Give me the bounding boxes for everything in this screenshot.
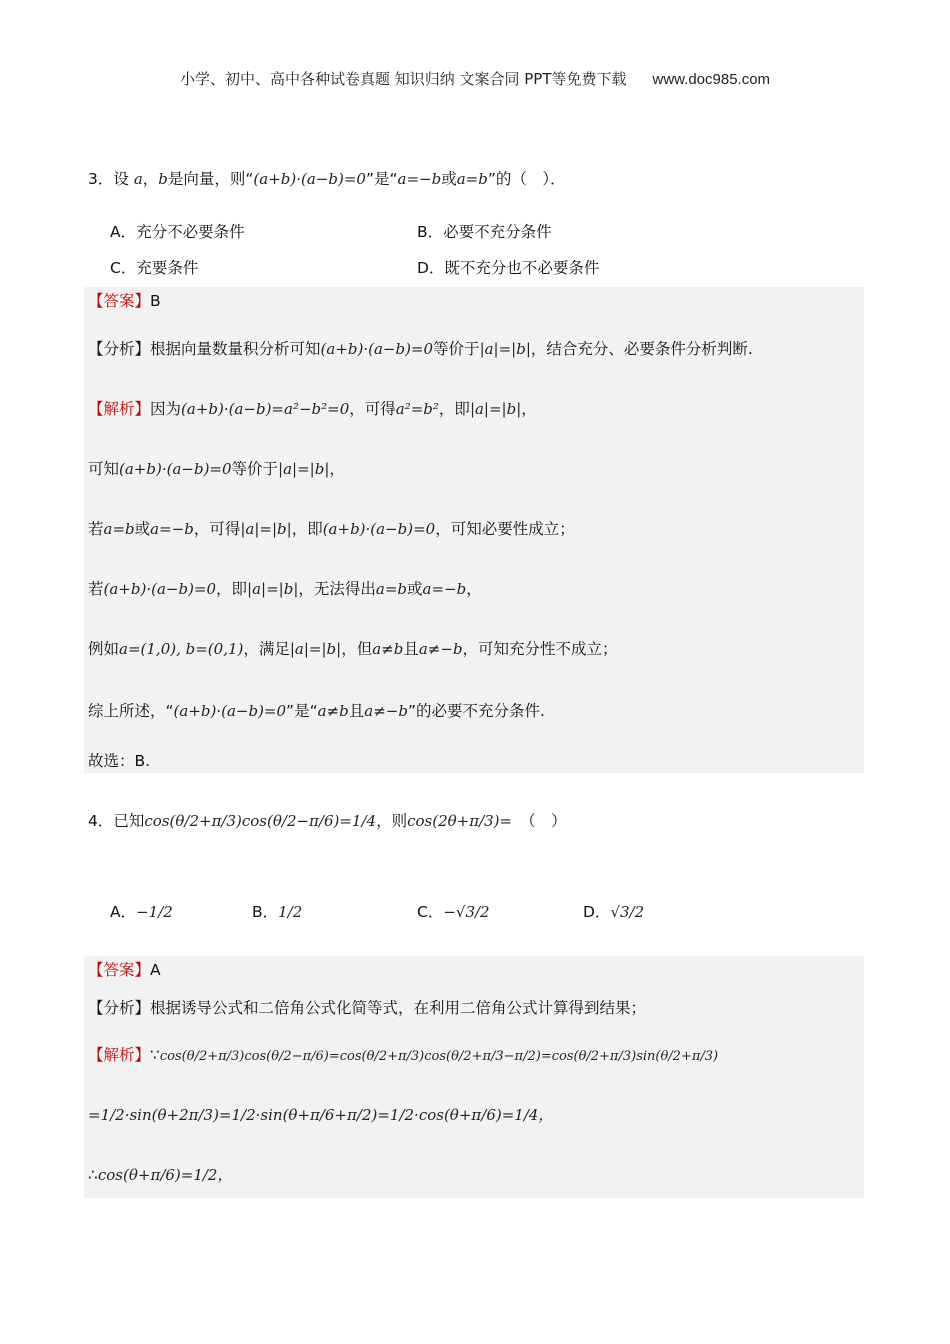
text: 且 [403,640,419,658]
text: ，可知必要性成立； [435,520,575,538]
question-3-stem [88,170,566,189]
question-number: 3． [88,170,114,188]
stem-text: 设 [113,170,134,188]
text: 根据向量数量积分析可知 [150,340,321,358]
math-condition: a≠−b [364,702,408,720]
s3-answer [88,292,161,311]
text: 或 [134,520,151,538]
math-expression: (a+b)·(a−b)=0 [173,702,287,720]
stem-text: 是向量，则“ [167,170,254,188]
text: 若 [88,580,104,598]
answer-value: A [150,961,161,979]
s3-analysis [88,340,753,359]
q3-option-c: C．充要条件 [110,259,199,277]
q3-option-d: D．既不充分也不必要条件 [417,259,600,277]
s4-analysis [88,999,646,1018]
stem-text: 或 [441,170,457,188]
text: ，可得 [349,400,396,418]
stem-text: ， [142,170,159,188]
option-value: 1/2 [278,903,303,921]
therefore-symbol: ∴ [88,1166,98,1184]
text: 因为 [150,400,182,418]
header-text: 小学、初中、高中各种试卷真题 知识归纳 文案合同 PPT等免费下载 [179,70,627,88]
text: ， [466,580,482,598]
question-number: 4． [88,812,114,830]
option-label: C． [417,903,444,921]
s3-line-3 [88,520,575,539]
text: ，可知充分性不成立； [462,640,618,658]
q4-option-a [110,900,173,922]
math-condition: a=−b [422,580,467,598]
math-example: a=(1,0), b=(0,1) [119,640,244,658]
text: ，无法得出 [298,580,376,598]
math-abs: |a|=|b| [469,400,522,418]
text: 等价于 [433,340,480,358]
text: ，结合充分、必要条件分析判断. [530,340,753,358]
question-4-stem [88,812,567,831]
text: ， [521,400,537,418]
answer-blank: （ ） [520,812,567,830]
math-condition: a=b [456,170,488,188]
math-abs: |a|=|b| [289,640,342,658]
math-expression: (a+b)·(a−b)=0 [253,170,366,188]
q3-option-b: B．必要不充分条件 [417,223,552,241]
s3-final: 故选：B. [88,752,151,770]
option-label: A． [110,903,137,921]
math-condition: a=b [375,580,408,598]
text: ”是“ [286,702,318,720]
page-header [0,68,950,89]
math-expression: (a+b)·(a−b)=a²−b²=0 [181,400,350,418]
answer-tag: 【答案】 [88,961,151,979]
text: 且 [348,702,365,720]
math-abs: |a|=|b| [278,460,330,478]
text: ，但 [341,640,373,658]
s3-line-2 [88,460,345,479]
analysis-tag: 【分析】 [88,999,151,1017]
option-label: D． [583,903,611,921]
text: ”的必要不充分条件. [407,702,545,720]
option-value: −1/2 [136,903,173,921]
math-expression: =1/2·sin(θ+2π/3)=1/2·sin(θ+π/6+π/2)=1/2·cos(θ+π/6)=1/4， [88,1106,554,1124]
s4-line-1 [88,1046,718,1065]
text: ，可得 [193,520,241,538]
q4-option-c [417,900,490,922]
because-symbol: ∵ [150,1046,160,1064]
option-value: √3/2 [610,903,645,921]
s4-line-2 [88,1106,553,1125]
stem-text: ，则 [376,812,408,830]
math-condition: a=−b [150,520,194,538]
math-abs: |a|=|b| [479,340,531,358]
text: ，满足 [243,640,290,658]
q3-option-a: A．充分不必要条件 [110,223,245,241]
math-condition: a≠−b [418,640,463,658]
math-condition: a≠b [317,702,349,720]
math-condition: a=b [103,520,135,538]
option-value: −√3/2 [443,903,490,921]
option-label: B． [252,903,279,921]
solution-4-block [84,956,864,1198]
s4-answer [88,961,161,980]
analysis-tag: 【分析】 [88,340,151,358]
math-abs: |a|=|b| [247,580,299,598]
text: 例如 [88,640,120,658]
math-a: a [133,170,143,188]
solution-tag: 【解析】 [88,400,151,418]
text: 根据诱导公式和二倍角公式化简等式，在利用二倍角公式计算得到结果； [150,999,647,1017]
math-expression: cos(θ+π/6)=1/2， [97,1166,233,1184]
q4-option-d [583,900,644,922]
text: ，即 [216,580,248,598]
math-expression: (a+b)·(a−b)=0 [103,580,217,598]
math-expression: a²=b² [395,400,439,418]
answer-value: B [150,292,161,310]
solution-tag: 【解析】 [88,1046,151,1064]
text: 综上所述，“ [88,702,174,720]
math-target: cos(2θ+π/3)= [407,812,513,830]
stem-text: ”是“ [365,170,398,188]
math-b: b [158,170,168,188]
s3-line-5 [88,640,618,659]
math-expression: cos(θ/2+π/3)cos(θ/2−π/6)=cos(θ/2+π/3)cos(θ/2+π/3−π/2)=cos(θ/2+π/3)sin(θ/2+π/3) [159,1049,719,1064]
text: 或 [407,580,423,598]
text: ，即 [438,400,470,418]
text: 若 [88,520,104,538]
header-site-link[interactable]: www.doc985.com [652,71,771,88]
s4-line-3 [88,1166,232,1185]
q4-option-b [252,900,302,922]
math-expression: (a+b)·(a−b)=0 [119,460,232,478]
math-expression: (a+b)·(a−b)=0 [322,520,436,538]
math-condition: a=−b [397,170,442,188]
math-abs: |a|=|b| [240,520,292,538]
text: ，即 [291,520,323,538]
stem-text: 已知 [113,812,145,830]
math-expression: (a+b)·(a−b)=0 [320,340,434,358]
text: 等价于 [231,460,279,478]
s3-line-6 [88,702,545,721]
text: ， [329,460,345,478]
stem-text: ”的（ ）． [487,170,566,188]
math-condition: cos(θ/2+π/3)cos(θ/2−π/6)=1/4 [144,812,377,830]
text: 可知 [88,460,120,478]
s3-line-4 [88,580,482,599]
s3-line-1 [88,400,537,419]
math-condition: a≠b [372,640,404,658]
answer-tag: 【答案】 [88,292,151,310]
